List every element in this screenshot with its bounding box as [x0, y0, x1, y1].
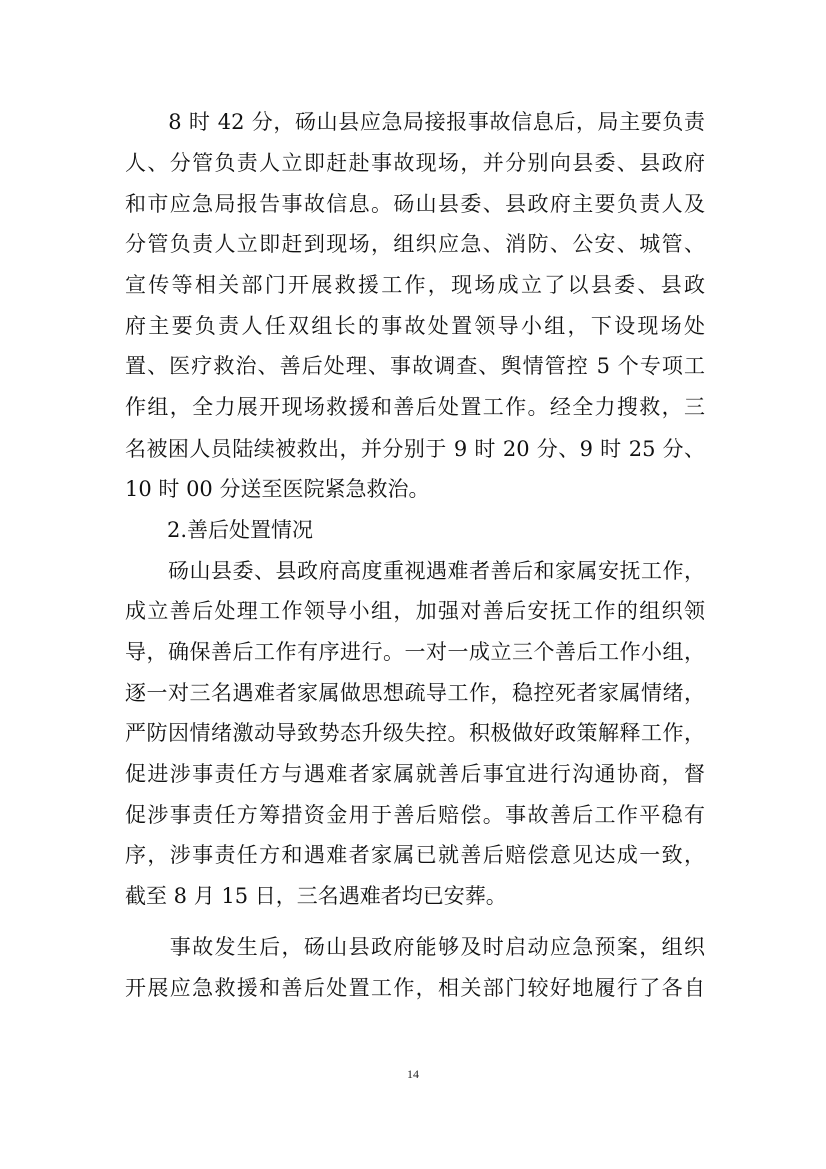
paragraph-line: 置、医疗救治、善后处理、事故调查、舆情管控 5 个专项工 [125, 354, 705, 378]
page-number: 14 [407, 1067, 419, 1081]
paragraph-line: 截至 8 月 15 日，三名遇难者均已安葬。 [125, 884, 507, 908]
paragraph-line: 和市应急局报告事故信息。砀山县委、县政府主要负责人及 [125, 192, 705, 216]
paragraph-line: 成立善后处理工作领导小组，加强对善后安抚工作的组织领 [125, 599, 705, 623]
paragraph-line: 逐一对三名遇难者家属做思想疏导工作，稳控死者家属情绪， [125, 681, 705, 705]
paragraph-line: 8 时 42 分，砀山县应急局接报事故信息后，局主要负责 [125, 110, 705, 134]
paragraph-line: 促涉事责任方筹措资金用于善后赔偿。事故善后工作平稳有 [125, 803, 705, 827]
paragraph-line: 名被困人员陆续被救出，并分别于 9 时 20 分、9 时 25 分、 [125, 437, 705, 461]
paragraph-line: 严防因情绪激动导致势态升级失控。积极做好政策解释工作， [125, 721, 705, 745]
section-heading: 2.善后处置情况 [125, 518, 314, 542]
paragraph-line: 序，涉事责任方和遇难者家属已就善后赔偿意见达成一致， [125, 843, 705, 867]
paragraph-line: 开展应急救援和善后处置工作，相关部门较好地履行了各自 [125, 976, 705, 1000]
paragraph-line: 作组，全力展开现场救援和善后处置工作。经全力搜救，三 [125, 395, 705, 419]
paragraph-line: 分管负责人立即赶到现场，组织应急、消防、公安、城管、 [125, 232, 705, 256]
paragraph-line: 砀山县委、县政府高度重视遇难者善后和家属安抚工作， [125, 559, 705, 583]
paragraph-line: 事故发生后，砀山县政府能够及时启动应急预案，组织 [125, 935, 705, 959]
paragraph-line: 促进涉事责任方与遇难者家属就善后事宜进行沟通协商，督 [125, 762, 705, 786]
paragraph-line: 宣传等相关部门开展救援工作，现场成立了以县委、县政 [125, 273, 705, 297]
paragraph-line: 导，确保善后工作有序进行。一对一成立三个善后工作小组， [125, 640, 705, 664]
paragraph-line: 10 时 00 分送至医院紧急救治。 [125, 477, 430, 501]
paragraph-line: 人、分管负责人立即赶赴事故现场，并分别向县委、县政府 [125, 151, 705, 175]
paragraph-line: 府主要负责人任双组长的事故处置领导小组，下设现场处 [125, 314, 705, 338]
